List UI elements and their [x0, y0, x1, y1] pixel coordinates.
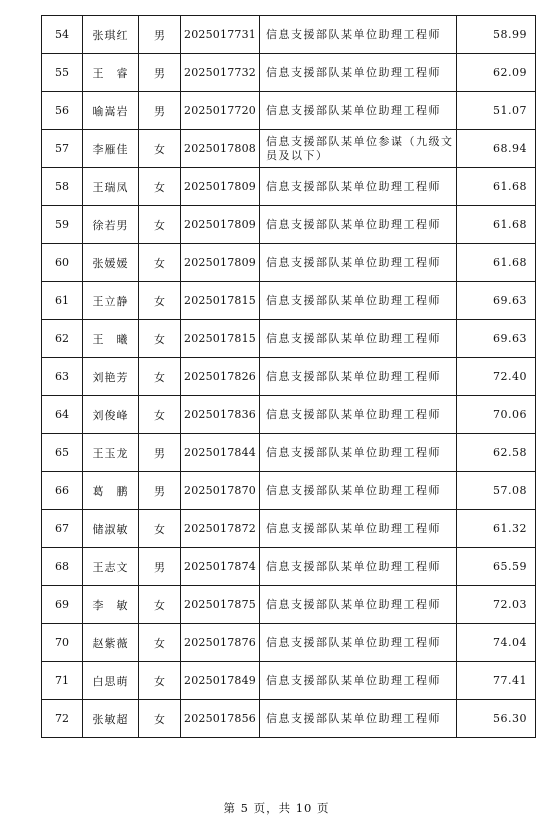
cell-number: 58: [42, 168, 83, 206]
cell-exam-id: 2025017808: [181, 130, 260, 168]
cell-number: 68: [42, 548, 83, 586]
cell-exam-id: 2025017856: [181, 700, 260, 738]
table-row: [42, 54, 536, 92]
table-row: [42, 548, 536, 586]
table-row: [42, 282, 536, 320]
cell-number: 57: [42, 130, 83, 168]
cell-number: 67: [42, 510, 83, 548]
table-row: [42, 586, 536, 624]
cell-score: 69.63: [457, 320, 536, 358]
cell-gender: 女: [139, 700, 181, 738]
cell-position: 信息支援部队某单位助理工程师: [260, 586, 457, 624]
cell-gender: 女: [139, 244, 181, 282]
cell-exam-id: 2025017809: [181, 206, 260, 244]
cell-name: 赵紫薇: [83, 624, 139, 662]
cell-name: 刘艳芳: [83, 358, 139, 396]
cell-exam-id: 2025017874: [181, 548, 260, 586]
cell-name: 张媛媛: [83, 244, 139, 282]
table-row: [42, 472, 536, 510]
cell-position: 信息支援部队某单位助理工程师: [260, 16, 457, 54]
cell-position: 信息支援部队某单位助理工程师: [260, 92, 457, 130]
cell-exam-id: 2025017849: [181, 662, 260, 700]
table-row: [42, 168, 536, 206]
cell-position: 信息支援部队某单位助理工程师: [260, 472, 457, 510]
cell-score: 61.32: [457, 510, 536, 548]
cell-position: 信息支援部队某单位助理工程师: [260, 168, 457, 206]
cell-position: 信息支援部队某单位助理工程师: [260, 358, 457, 396]
cell-name: 王 曦: [83, 320, 139, 358]
results-table: [41, 15, 536, 738]
cell-gender: 女: [139, 168, 181, 206]
cell-position: 信息支援部队某单位助理工程师: [260, 282, 457, 320]
table-row: [42, 92, 536, 130]
cell-position: 信息支援部队某单位助理工程师: [260, 700, 457, 738]
cell-score: 65.59: [457, 548, 536, 586]
page-footer: 第 5 页，共 10 页: [223, 801, 330, 815]
cell-gender: 女: [139, 662, 181, 700]
cell-number: 63: [42, 358, 83, 396]
table-row: [42, 244, 536, 282]
cell-exam-id: 2025017870: [181, 472, 260, 510]
cell-number: 59: [42, 206, 83, 244]
cell-gender: 女: [139, 396, 181, 434]
cell-score: 56.30: [457, 700, 536, 738]
cell-name: 徐若男: [83, 206, 139, 244]
cell-position: 信息支援部队某单位助理工程师: [260, 320, 457, 358]
cell-number: 60: [42, 244, 83, 282]
table-row: [42, 16, 536, 54]
cell-position: 信息支援部队某单位助理工程师: [260, 548, 457, 586]
cell-number: 55: [42, 54, 83, 92]
cell-score: 62.09: [457, 54, 536, 92]
table-row: [42, 320, 536, 358]
cell-gender: 男: [139, 54, 181, 92]
table-row: [42, 206, 536, 244]
cell-name: 王玉龙: [83, 434, 139, 472]
cell-score: 72.03: [457, 586, 536, 624]
cell-number: 72: [42, 700, 83, 738]
cell-score: 62.58: [457, 434, 536, 472]
cell-name: 王瑞凤: [83, 168, 139, 206]
cell-position: 信息支援部队某单位助理工程师: [260, 624, 457, 662]
table-row: [42, 358, 536, 396]
cell-exam-id: 2025017872: [181, 510, 260, 548]
cell-gender: 男: [139, 548, 181, 586]
cell-name: 刘俊峰: [83, 396, 139, 434]
cell-position: 信息支援部队某单位助理工程师: [260, 662, 457, 700]
cell-number: 70: [42, 624, 83, 662]
cell-name: 喻嵩岩: [83, 92, 139, 130]
cell-gender: 女: [139, 282, 181, 320]
table-row: [42, 624, 536, 662]
cell-gender: 女: [139, 358, 181, 396]
cell-score: 61.68: [457, 244, 536, 282]
cell-gender: 女: [139, 510, 181, 548]
cell-score: 57.08: [457, 472, 536, 510]
cell-score: 77.41: [457, 662, 536, 700]
cell-name: 白思萌: [83, 662, 139, 700]
table-row: [42, 396, 536, 434]
cell-number: 69: [42, 586, 83, 624]
cell-number: 62: [42, 320, 83, 358]
cell-position: 信息支援部队某单位助理工程师: [260, 434, 457, 472]
cell-number: 64: [42, 396, 83, 434]
cell-number: 56: [42, 92, 83, 130]
cell-gender: 女: [139, 624, 181, 662]
cell-exam-id: 2025017809: [181, 168, 260, 206]
cell-name: 储淑敏: [83, 510, 139, 548]
cell-exam-id: 2025017844: [181, 434, 260, 472]
cell-gender: 男: [139, 472, 181, 510]
cell-number: 61: [42, 282, 83, 320]
cell-number: 71: [42, 662, 83, 700]
cell-exam-id: 2025017815: [181, 320, 260, 358]
results-table-body: [42, 16, 536, 738]
cell-score: 70.06: [457, 396, 536, 434]
table-row: [42, 662, 536, 700]
cell-exam-id: 2025017875: [181, 586, 260, 624]
cell-score: 51.07: [457, 92, 536, 130]
cell-name: 王立静: [83, 282, 139, 320]
cell-exam-id: 2025017836: [181, 396, 260, 434]
cell-exam-id: 2025017809: [181, 244, 260, 282]
cell-score: 61.68: [457, 206, 536, 244]
cell-exam-id: 2025017732: [181, 54, 260, 92]
table-row: [42, 700, 536, 738]
cell-gender: 女: [139, 206, 181, 244]
cell-exam-id: 2025017876: [181, 624, 260, 662]
cell-gender: 女: [139, 320, 181, 358]
cell-exam-id: 2025017815: [181, 282, 260, 320]
table-row: [42, 434, 536, 472]
cell-name: 李雁佳: [83, 130, 139, 168]
cell-name: 张琪红: [83, 16, 139, 54]
cell-position: 信息支援部队某单位助理工程师: [260, 244, 457, 282]
table-row: [42, 130, 536, 168]
cell-exam-id: 2025017826: [181, 358, 260, 396]
cell-position: 信息支援部队某单位助理工程师: [260, 396, 457, 434]
cell-gender: 女: [139, 586, 181, 624]
cell-score: 74.04: [457, 624, 536, 662]
cell-gender: 男: [139, 92, 181, 130]
cell-position: 信息支援部队某单位助理工程师: [260, 510, 457, 548]
cell-score: 69.63: [457, 282, 536, 320]
cell-number: 65: [42, 434, 83, 472]
cell-score: 58.99: [457, 16, 536, 54]
cell-gender: 男: [139, 16, 181, 54]
cell-number: 66: [42, 472, 83, 510]
cell-gender: 男: [139, 434, 181, 472]
cell-score: 72.40: [457, 358, 536, 396]
cell-name: 李 敏: [83, 586, 139, 624]
cell-position: 信息支援部队某单位助理工程师: [260, 54, 457, 92]
cell-name: 葛 鹏: [83, 472, 139, 510]
cell-position: 信息支援部队某单位助理工程师: [260, 206, 457, 244]
cell-exam-id: 2025017731: [181, 16, 260, 54]
cell-number: 54: [42, 16, 83, 54]
cell-score: 68.94: [457, 130, 536, 168]
table-row: [42, 510, 536, 548]
cell-name: 王志文: [83, 548, 139, 586]
cell-exam-id: 2025017720: [181, 92, 260, 130]
cell-score: 61.68: [457, 168, 536, 206]
cell-name: 张敏超: [83, 700, 139, 738]
cell-gender: 女: [139, 130, 181, 168]
cell-position: 信息支援部队某单位参谋（九级文员及以下）: [260, 130, 457, 168]
cell-name: 王 睿: [83, 54, 139, 92]
